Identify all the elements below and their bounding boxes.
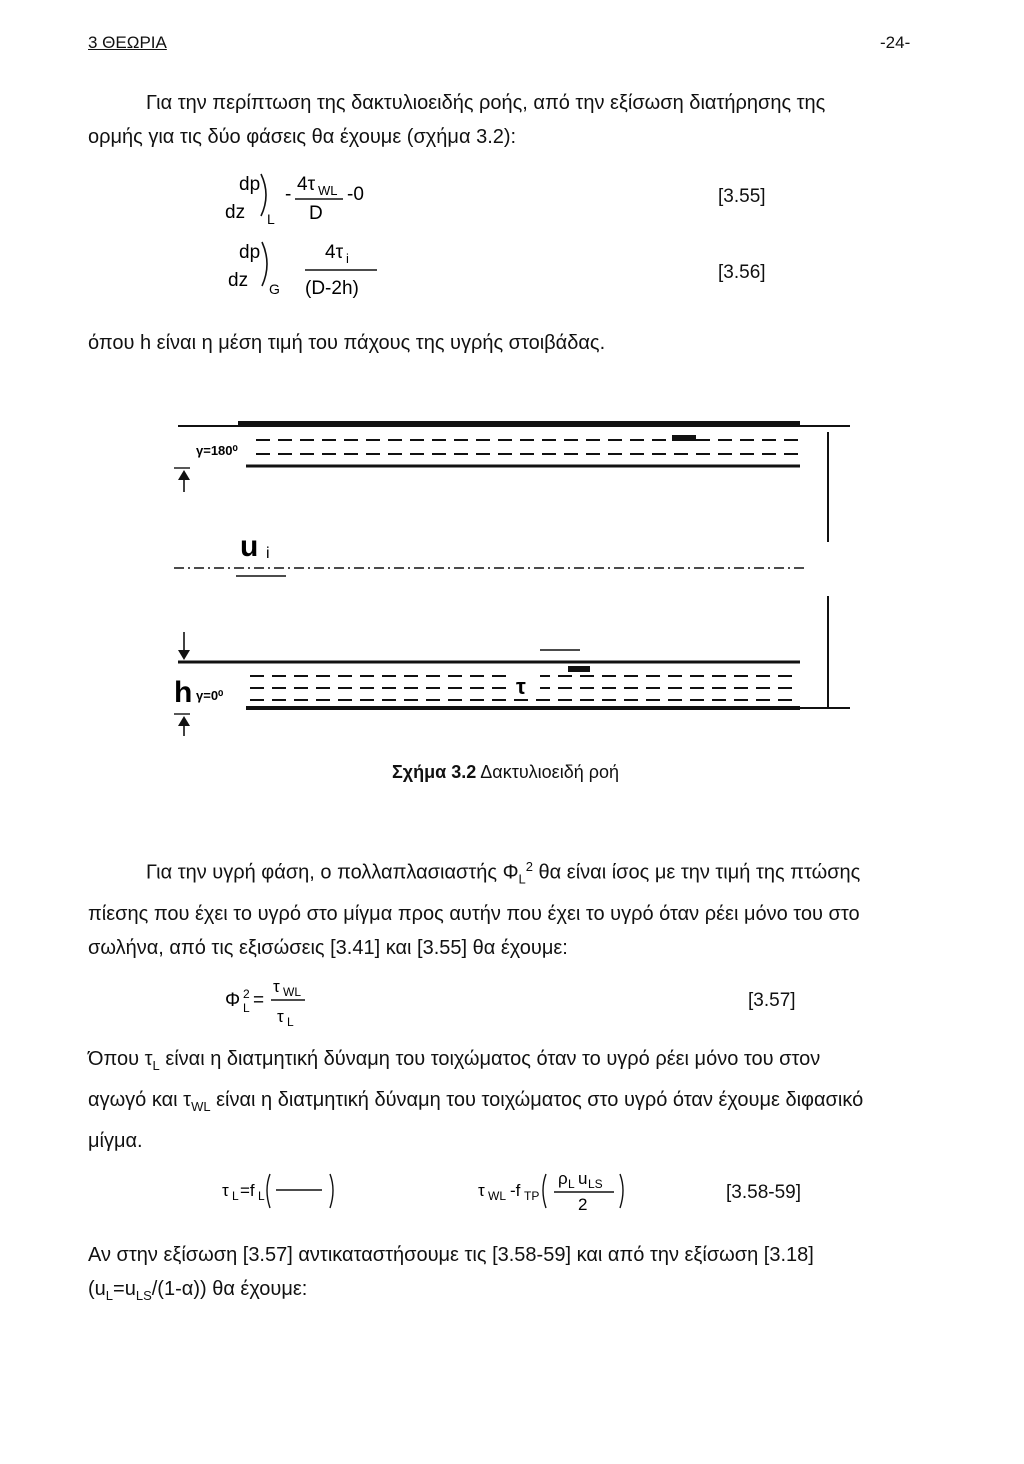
section-header: 3 ΘΕΩΡΙΑ <box>88 33 167 52</box>
svg-text:WL: WL <box>283 985 301 999</box>
svg-text:WL: WL <box>318 183 338 198</box>
svg-text:dp: dp <box>239 174 261 195</box>
label-film-thickness: h <box>174 676 193 709</box>
svg-text:dz: dz <box>225 202 246 223</box>
svg-text:dp: dp <box>239 242 261 263</box>
svg-text:4τ: 4τ <box>325 242 344 263</box>
equation-3-55 <box>225 168 425 238</box>
svg-text:L: L <box>267 211 275 227</box>
svg-text:u: u <box>578 1169 588 1188</box>
figure-annular-flow <box>160 418 860 743</box>
svg-text:D: D <box>309 203 323 224</box>
equation-3-56-number: [3.56] <box>718 262 766 283</box>
svg-text:τ: τ <box>273 977 280 996</box>
para4-line-1: Αν στην εξίσωση [3.57] αντικαταστήσουμε τις [3.58-59] και από την εξίσωση [3.18] <box>88 1244 814 1266</box>
para3-line-2: αγωγό και $\tau_{WL}$ είναι η διατμητική δύναμη του τοιχώματος στο υγρό όταν έχουμε διφασικό <box>88 1089 864 1114</box>
svg-text:L: L <box>243 1001 250 1015</box>
svg-text:4τ: 4τ <box>297 174 316 195</box>
para2-line-1: Για την υγρή φάση, ο πολλαπλασιαστής $\Phi_L^2$ θα είναι ίσος με την τιμή της πτώσης <box>146 859 861 887</box>
para2-line-2: πίεσης που έχει το υγρό στο μίγμα προς αυτήν που έχει το υγρό όταν ρέει μόνο του στο <box>88 902 860 925</box>
svg-text:-: - <box>285 184 292 205</box>
page-number: -24- <box>880 33 911 52</box>
svg-text:=f: =f <box>240 1181 255 1200</box>
svg-text:TP: TP <box>524 1189 540 1203</box>
svg-text:L: L <box>232 1189 239 1203</box>
svg-text:L: L <box>568 1177 575 1191</box>
shear-paragraph <box>88 1042 936 1158</box>
para3-line-1: Όπου $\tau_L$ είναι η διατμητική δύναμη του τοιχώματος όταν το υγρό ρέει μόνο του στον <box>88 1048 821 1073</box>
label-interface-velocity: u <box>240 530 259 563</box>
substitution-paragraph <box>88 1238 936 1313</box>
equation-3-55-number: [3.55] <box>718 186 766 207</box>
svg-text:G: G <box>269 281 280 297</box>
para2-line-3: σωλήνα, από τις εξισώσεις [3.41] και [3.55] θα έχουμε: <box>88 936 568 959</box>
svg-text:=: = <box>253 990 265 1011</box>
para4-line-2: $(u_L=u_{LS}/(1-\alpha))$ θα έχουμε: <box>88 1278 308 1303</box>
intro-line-2: ορμής για τις δύο φάσεις θα έχουμε (σχήμα 3.2): <box>88 126 517 148</box>
figure-caption-prefix: Σχήμα 3.2 <box>392 762 477 782</box>
equation-3-57-number: [3.57] <box>748 990 796 1011</box>
label-top-angle: γ=180⁰ <box>196 443 238 458</box>
svg-text:τ: τ <box>277 1007 284 1026</box>
svg-text:L: L <box>287 1015 294 1029</box>
liquid-phase-paragraph <box>88 850 936 965</box>
label-interface-velocity-sub: i <box>266 545 270 562</box>
label-shear-stress: τ <box>516 674 526 699</box>
h-note: όπου h είναι η μέση τιμή του πάχους της υγρής στοιβάδας. <box>88 332 606 354</box>
svg-text:WL: WL <box>488 1189 506 1203</box>
figure-caption-text: Δακτυλιοειδή ροή <box>476 762 619 782</box>
equation-3-58-59-number: [3.58-59] <box>726 1182 801 1203</box>
equation-3-56 <box>225 236 425 308</box>
svg-text:Φ: Φ <box>225 990 241 1011</box>
equation-3-58-59 <box>222 1162 652 1222</box>
label-bottom-angle: γ=0⁰ <box>196 688 224 703</box>
svg-text:(D-2h): (D-2h) <box>305 278 359 299</box>
figure-caption <box>392 762 619 783</box>
svg-text:2: 2 <box>243 987 250 1001</box>
para3-line-3: μίγμα. <box>88 1130 143 1152</box>
svg-text:τ: τ <box>222 1181 229 1200</box>
svg-text:-f: -f <box>510 1181 521 1200</box>
intro-paragraph <box>88 86 936 154</box>
intro-line-1: Για την περίπτωση της δακτυλιοειδής ροής, από την εξίσωση διατήρησης της <box>146 92 826 114</box>
svg-text:L: L <box>258 1189 265 1203</box>
svg-text:τ: τ <box>478 1181 485 1200</box>
svg-text:dz: dz <box>228 270 249 291</box>
svg-text:ρ: ρ <box>558 1169 568 1188</box>
svg-text:-0: -0 <box>347 184 364 205</box>
svg-text:i: i <box>346 251 349 266</box>
svg-text:LS: LS <box>588 1177 603 1191</box>
equation-3-57 <box>225 972 345 1034</box>
svg-text:2: 2 <box>578 1195 588 1214</box>
